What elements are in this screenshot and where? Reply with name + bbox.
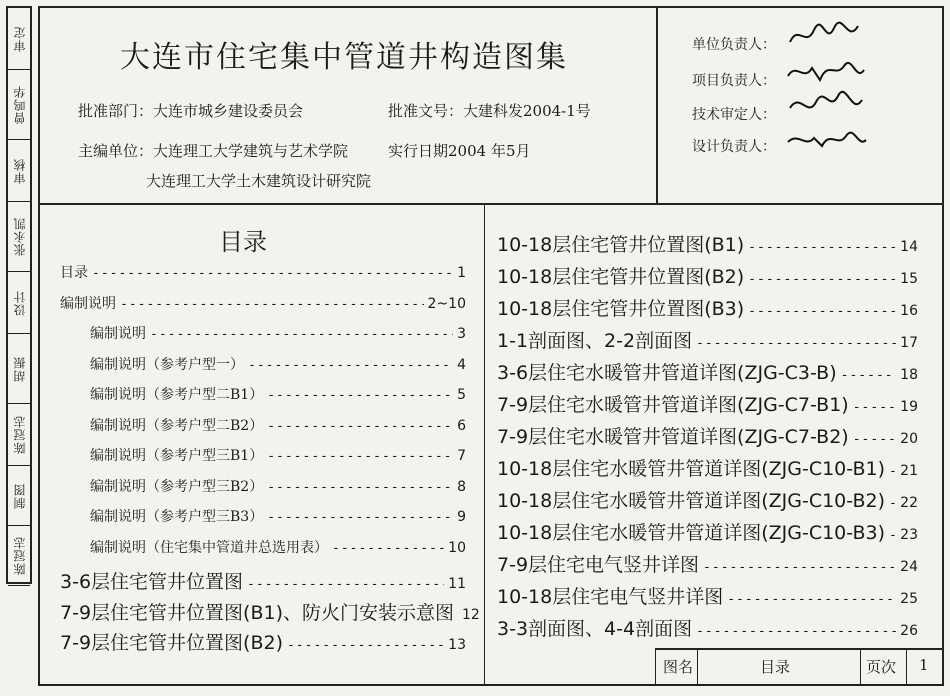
strip-cell	[8, 272, 30, 334]
strip-cell-text: 张永凯	[12, 217, 27, 256]
toc-entry-page: 1	[457, 265, 466, 281]
footer-name-value: 目录	[760, 658, 791, 676]
toc-entry-page: 4	[457, 356, 466, 373]
toc-entry-label: 10-18层住宅管井位置图(B2)	[497, 266, 745, 288]
toc-leader	[247, 577, 444, 592]
strip-cell-text: 陈冠志	[12, 536, 27, 575]
toc-entry-page: 17	[900, 335, 918, 351]
toc-entry	[60, 628, 466, 655]
toc-entry-page: 19	[900, 399, 918, 415]
header-divider	[38, 203, 944, 205]
strip-cell-text: 审核	[12, 157, 27, 184]
strip-cell	[8, 466, 30, 526]
sig-label-unit: 单位负责人：	[692, 37, 776, 53]
strip-cell-text: 设计	[12, 289, 27, 316]
toc-entry-label: 10-18层住宅水暖管井管道详图(ZJG-C10-B3)	[497, 522, 885, 544]
toc-entry-page: 16	[900, 303, 918, 319]
toc-entry-page: 20	[900, 431, 918, 447]
toc-leader	[889, 528, 896, 543]
footer-border-2	[860, 648, 861, 686]
toc-title: 目录	[219, 228, 267, 256]
toc-entry-label: 7-9层住宅水暖管井管道详图(ZJG-C7-B2)	[497, 426, 849, 448]
toc-entry-label: 7-9层住宅管井位置图(B2)	[60, 632, 283, 654]
toc-entry-page: 6	[457, 417, 466, 434]
strip-cell	[8, 202, 30, 272]
document-title: 大连市住宅集中管道井构造图集	[120, 40, 568, 75]
toc-entry-label: 编制说明（参考户型三B1）	[90, 448, 264, 464]
toc-entry	[90, 415, 466, 435]
toc-entry-page: 25	[900, 591, 918, 607]
approval-number: 批准文号：大建科发2004-1号	[388, 102, 591, 120]
toc-entry	[90, 506, 466, 526]
toc-entry-page: 15	[900, 271, 918, 287]
footer-divider	[655, 648, 944, 650]
strip-cell-text: 制图	[12, 482, 27, 509]
strip-cell	[8, 404, 30, 466]
strip-cell	[8, 334, 30, 404]
toc-entry	[497, 390, 918, 417]
toc-entry-label: 3-6层住宅水暖管井管道详图(ZJG-C3-B)	[497, 362, 837, 384]
toc-entry-page: 21	[900, 463, 918, 479]
toc-entry	[90, 323, 466, 343]
toc-entry-label: 10-18层住宅管井位置图(B1)	[497, 234, 745, 256]
toc-leader	[92, 266, 453, 281]
strip-cell	[8, 70, 30, 140]
toc-entry-page: 23	[900, 527, 918, 543]
toc-entry-page: 14	[900, 239, 918, 255]
strip-cell-text: 胡振	[12, 355, 27, 382]
column-divider	[484, 204, 485, 686]
editor-unit: 主编单位：大连理工大学建筑与艺术学院	[78, 142, 349, 160]
toc-entry-page: 10	[448, 539, 466, 556]
toc-leader	[853, 432, 896, 447]
footer-border-left	[655, 648, 656, 686]
sig-label-tech: 技术审定人：	[692, 107, 776, 123]
footer-page-label: 页次	[866, 658, 897, 676]
toc-entry	[90, 445, 466, 465]
toc-entry	[497, 582, 918, 609]
toc-entry	[90, 476, 466, 496]
toc-entry-page: 3	[457, 326, 466, 342]
sig-label-project: 项目负责人：	[692, 73, 776, 89]
toc-leader	[150, 327, 453, 342]
toc-entry	[60, 293, 466, 313]
toc-entry-page: 13	[448, 637, 466, 653]
toc-entry-label: 1-1剖面图、2-2剖面图	[497, 330, 693, 352]
toc-entry-page: 22	[900, 495, 918, 511]
toc-entry-label: 编制说明（参考户型三B3）	[90, 509, 264, 525]
toc-entry	[497, 518, 918, 545]
toc-entry	[497, 454, 918, 481]
toc-entry-label: 目录	[60, 265, 88, 281]
signature-design	[786, 124, 868, 154]
toc-entry-label: 编制说明	[60, 295, 116, 312]
toc-entry-label: 编制说明（参考户型二B2）	[90, 417, 264, 434]
strip-cell-text: 陈冠志	[12, 415, 27, 454]
toc-entry	[497, 262, 918, 289]
sig-label-design: 设计负责人：	[692, 139, 776, 155]
toc-entry-label: 10-18层住宅管井位置图(B3)	[497, 298, 745, 320]
editor-unit-secondary: 大连理工大学土木建筑设计研究院	[146, 172, 372, 190]
toc-leader	[267, 449, 453, 464]
strip-cell-text: 曾鸣华	[12, 85, 27, 124]
strip-cell-text: 审定	[12, 25, 27, 52]
toc-entry-page: 7	[457, 448, 466, 464]
toc-entry-page: 24	[900, 559, 918, 575]
toc-leader	[267, 419, 453, 434]
signature-strip	[6, 6, 32, 584]
toc-leader	[748, 272, 896, 287]
toc-entry-label: 3-3剖面图、4-4剖面图	[497, 618, 693, 640]
toc-leader	[889, 496, 896, 511]
toc-entry	[60, 567, 466, 594]
toc-entry	[497, 230, 918, 257]
toc-entry-page: 9	[457, 509, 466, 525]
toc-leader	[696, 336, 896, 351]
toc-entry	[90, 537, 466, 557]
footer-border-3	[906, 648, 907, 686]
toc-entry	[497, 550, 918, 577]
toc-entry	[90, 384, 466, 404]
toc-entry-page: 11	[448, 576, 466, 592]
toc-leader	[841, 368, 897, 383]
toc-entry-page: 12	[461, 606, 480, 623]
toc-entry-label: 7-9层住宅管井位置图(B1)、防火门安装示意图	[60, 601, 454, 624]
toc-entry-label: 编制说明（参考户型二B1）	[90, 387, 264, 403]
footer-page-value: 1	[919, 656, 929, 674]
toc-entry	[497, 486, 918, 513]
signature-tech	[786, 90, 868, 120]
toc-leader	[287, 638, 444, 653]
toc-leader	[120, 297, 424, 312]
toc-entry-label: 编制说明（参考户型三B2）	[90, 478, 264, 495]
toc-entry	[497, 326, 918, 353]
toc-leader	[267, 480, 453, 495]
toc-entry	[497, 358, 918, 385]
toc-entry-page: 5	[457, 387, 466, 403]
strip-cell	[8, 140, 30, 202]
header-vertical-divider	[656, 6, 658, 204]
toc-leader	[267, 510, 453, 525]
toc-entry	[90, 354, 466, 374]
toc-entry-page: 26	[900, 623, 918, 639]
toc-leader	[703, 560, 896, 575]
toc-entry-label: 10-18层住宅水暖管井管道详图(ZJG-C10-B1)	[497, 458, 885, 480]
footer-name-label: 图名	[663, 658, 694, 676]
toc-entry	[60, 598, 480, 625]
toc-entry-label: 3-6层住宅管井位置图	[60, 571, 244, 593]
toc-leader	[248, 358, 453, 373]
approval-dept: 批准部门：大连市城乡建设委员会	[78, 102, 304, 120]
toc-entry-page: 2~10	[427, 295, 466, 312]
toc-entry-label: 10-18层住宅水暖管井管道详图(ZJG-C10-B2)	[497, 490, 885, 512]
toc-leader	[853, 400, 896, 415]
toc-entry-label: 7-9层住宅水暖管井管道详图(ZJG-C7-B1)	[497, 394, 849, 416]
toc-leader	[748, 240, 896, 255]
toc-entry	[497, 422, 918, 449]
footer-border-1	[697, 648, 698, 686]
toc-entry-label: 编制说明（参考户型一）	[90, 356, 244, 373]
toc-leader	[748, 304, 896, 319]
toc-entry	[60, 262, 466, 282]
effective-date: 实行日期2004 年5月	[388, 142, 531, 160]
toc-leader	[889, 464, 896, 479]
strip-cell	[8, 526, 30, 586]
toc-leader	[696, 624, 896, 639]
toc-leader	[267, 388, 453, 403]
toc-entry-page: 8	[457, 478, 466, 495]
toc-entry-label: 编制说明	[90, 326, 146, 342]
toc-leader	[727, 592, 896, 607]
signature-project	[786, 56, 868, 86]
toc-entry-label: 编制说明（住宅集中管道井总选用表）	[90, 539, 328, 556]
toc-entry	[497, 294, 918, 321]
toc-entry-label: 7-9层住宅电气竖井详图	[497, 554, 700, 576]
toc-leader	[332, 541, 444, 556]
signature-unit	[786, 20, 868, 50]
toc-entry-label: 10-18层住宅电气竖井详图	[497, 586, 724, 608]
toc-entry-page: 18	[900, 367, 918, 383]
toc-entry	[497, 614, 918, 641]
strip-cell	[8, 8, 30, 70]
